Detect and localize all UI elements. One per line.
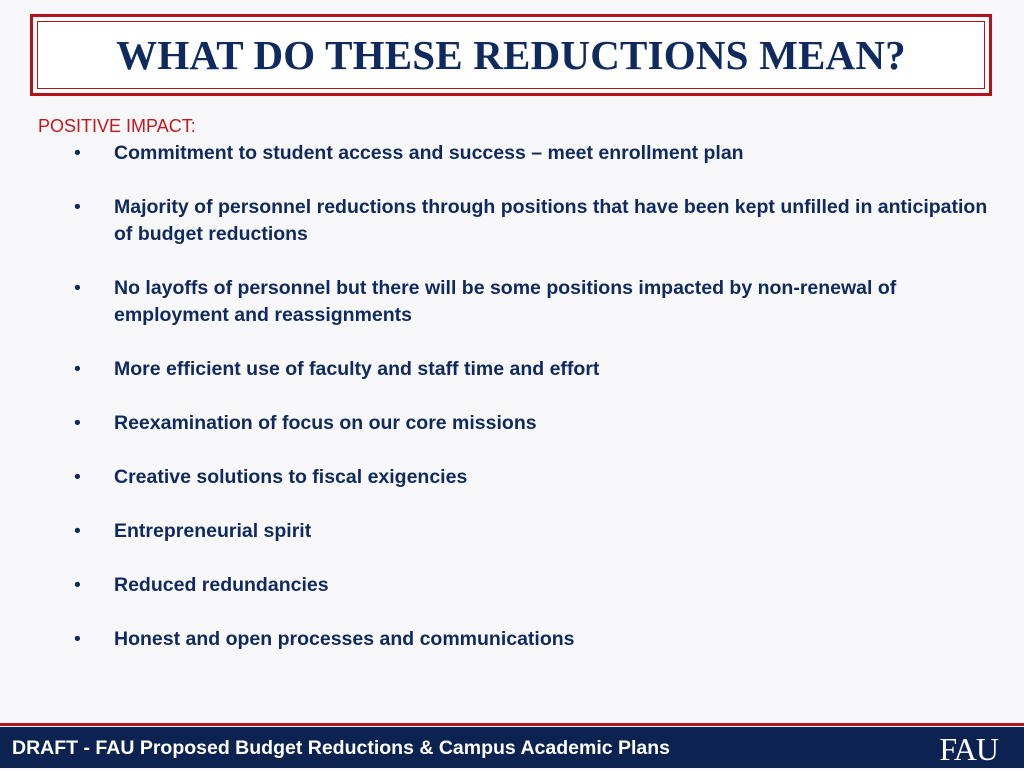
bullet-item: [72, 140, 992, 167]
bullet-item: [72, 626, 992, 653]
footer-text: DRAFT - FAU Proposed Budget Reductions & Campus Academic Plans: [12, 737, 671, 759]
bullet-icon: •: [74, 628, 81, 650]
bullet-item: [72, 518, 992, 545]
bullet-list: [72, 140, 992, 653]
bullet-item: [72, 194, 992, 248]
bullet-item: [72, 275, 992, 329]
footer-bar: [0, 727, 1024, 768]
bullet-item: [72, 356, 992, 383]
bullet-item: [72, 410, 992, 437]
bullet-text: More efficient use of faculty and staff time and effort: [114, 358, 600, 380]
bullet-icon: •: [74, 412, 81, 434]
bullet-icon: •: [74, 277, 81, 299]
bullet-text: No layoffs of personnel but there will be some positions impacted by non-renewal of employment and reassignments: [114, 277, 897, 326]
bullet-icon: •: [74, 358, 81, 380]
bullet-text: Reduced redundancies: [114, 574, 329, 596]
bullet-text: Commitment to student access and success – meet enrollment plan: [114, 142, 744, 164]
bullet-icon: •: [74, 574, 81, 596]
bullet-text: Majority of personnel reductions through positions that have been kept unfilled in anticipation of budget reductions: [114, 196, 988, 245]
bullet-text: Creative solutions to fiscal exigencies: [114, 466, 468, 488]
title-frame: [30, 14, 992, 96]
slide-title: WHAT DO THESE REDUCTIONS MEAN?: [116, 32, 906, 78]
bullet-icon: •: [74, 142, 81, 164]
bullet-text: Honest and open processes and communications: [114, 628, 575, 650]
bullet-item: [72, 464, 992, 491]
fau-logo: FAU: [939, 731, 998, 767]
bullet-text: Entrepreneurial spirit: [114, 520, 312, 542]
title-frame-inner: [37, 21, 985, 89]
bullet-icon: •: [74, 196, 81, 218]
bullet-item: [72, 572, 992, 599]
bullet-icon: •: [74, 466, 81, 488]
section-heading: POSITIVE IMPACT:: [38, 116, 196, 136]
bullet-icon: •: [74, 520, 81, 542]
footer-divider: [0, 723, 1024, 726]
bullet-text: Reexamination of focus on our core missions: [114, 412, 537, 434]
